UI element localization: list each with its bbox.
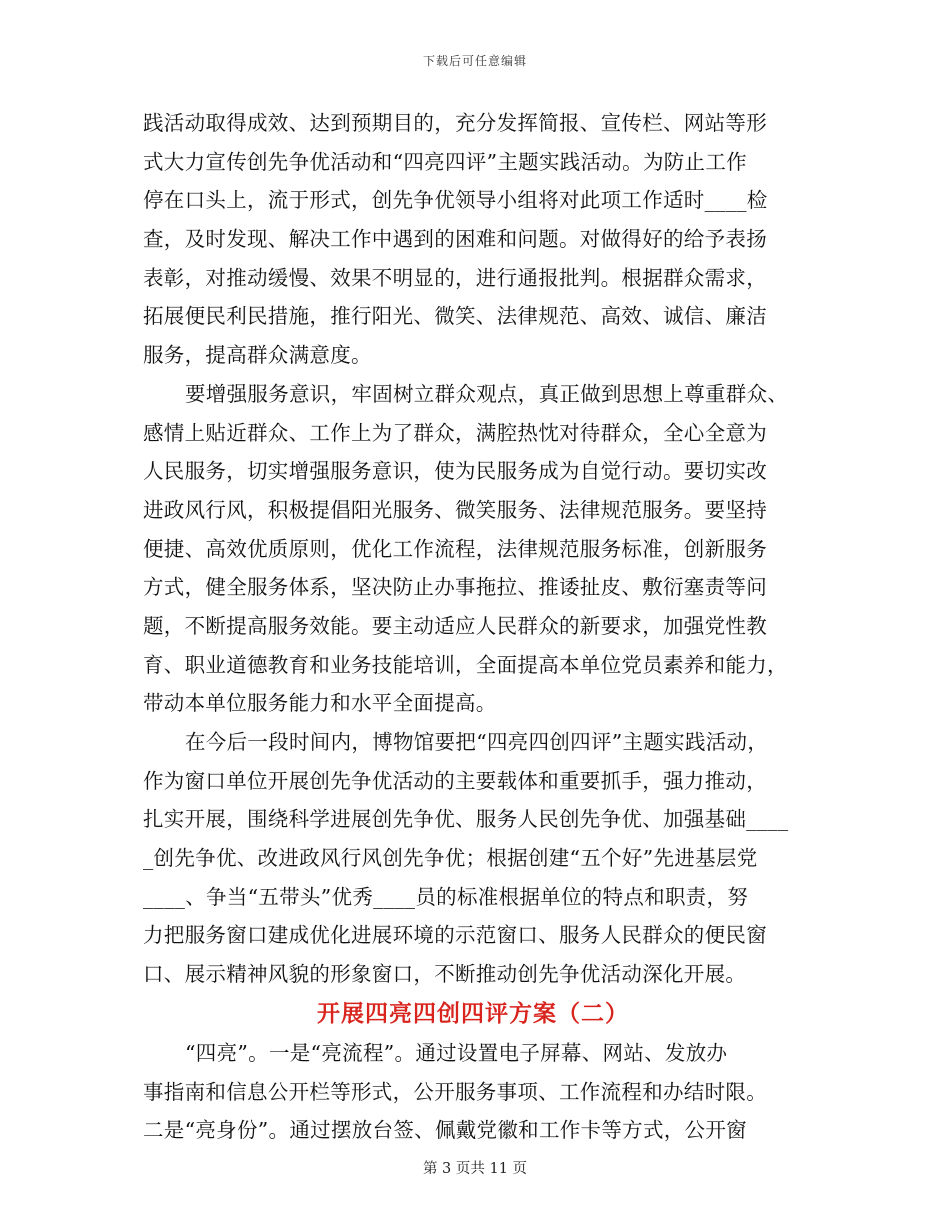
body-line: ____、争当“五带头”优秀____员的标准根据单位的特点和职责，努 [143, 884, 749, 909]
paragraph-start-line: 要增强服务意识，牢固树立群众观点，真正做到思想上尊重群众、 [185, 381, 789, 406]
body-line: 题，不断提高服务效能。要主动适应人民群众的新要求，加强党性教 [143, 613, 767, 638]
body-line: 带动本单位服务能力和水平全面提高。 [143, 691, 497, 716]
body-line: 践活动取得成效、达到预期目的，充分发挥简报、宣传栏、网站等形 [143, 111, 767, 135]
body-line: 查，及时发现、解决工作中遇到的困难和问题。对做得好的给予表扬 [143, 227, 767, 252]
body-line: 停在口头上，流于形式，创先争优领导小组将对此项工作适时____检 [143, 188, 768, 213]
body-line: 表彰，对推动缓慢、效果不明显的，进行通报批判。根据群众需求， [143, 265, 767, 290]
body-line: 便捷、高效优质原则，优化工作流程，法律规范服务标准，创新服务 [143, 536, 767, 561]
body-line: 口、展示精神风貌的形象窗口，不断推动创先争优活动深化开展。 [143, 962, 747, 987]
body-line: 服务，提高群众满意度。 [143, 343, 372, 368]
paragraph-start-line: “四亮”。一是“亮流程”。通过设置电子屏幕、网站、发放办 [185, 1040, 728, 1065]
section-heading: 开展四亮四创四评方案（二） [317, 1000, 629, 1027]
body-line: 拓展便民利民措施，推行阳光、微笑、法律规范、高效、诚信、廉洁 [143, 304, 767, 329]
body-line: 进政风行风，积极提倡阳光服务、微笑服务、法律规范服务。要坚持 [143, 497, 767, 522]
body-line: 人民服务，切实增强服务意识，使为民服务成为自觉行动。要切实改 [143, 459, 767, 484]
body-line: 式大力宣传创先争优活动和“四亮四评”主题实践活动。为防止工作 [143, 149, 747, 174]
body-line: 作为窗口单位开展创先争优活动的主要载体和重要抓手，强力推动， [143, 768, 767, 793]
page-header-note: 下载后可任意编辑 [422, 54, 527, 68]
paragraph-start-line: 在今后一段时间内，博物馆要把“四亮四创四评”主题实践活动， [185, 730, 769, 754]
body-line: 感情上贴近群众、工作上为了群众，满腔热忱对待群众，全心全意为 [143, 420, 767, 445]
body-line: 力把服务窗口建成优化进展环境的示范窗口、服务人民群众的便民窗 [143, 923, 767, 948]
body-line: 育、职业道德教育和业务技能培训，全面提高本单位党员素养和能力， [143, 652, 788, 677]
body-line: 二是“亮身份”。通过摆放台签、佩戴党徽和工作卡等方式，公开窗 [143, 1118, 747, 1143]
body-line: 方式，健全服务体系，坚决防止办事拖拉、推诿扯皮、敷衍塞责等问 [143, 575, 767, 600]
body-line: 扎实开展，围绕科学进展创先争优、服务人民创先争优、加强基础____ [143, 807, 789, 832]
page-number-footer: 第 3 页共 11 页 [422, 1161, 528, 1177]
body-line: _创先争优、改进政风行风创先争优；根据创建“五个好”先进基层党 [143, 846, 758, 871]
document-body [143, 104, 803, 1150]
body-line: 事指南和信息公开栏等形式，公开服务事项、工作流程和办结时限。 [143, 1079, 767, 1104]
